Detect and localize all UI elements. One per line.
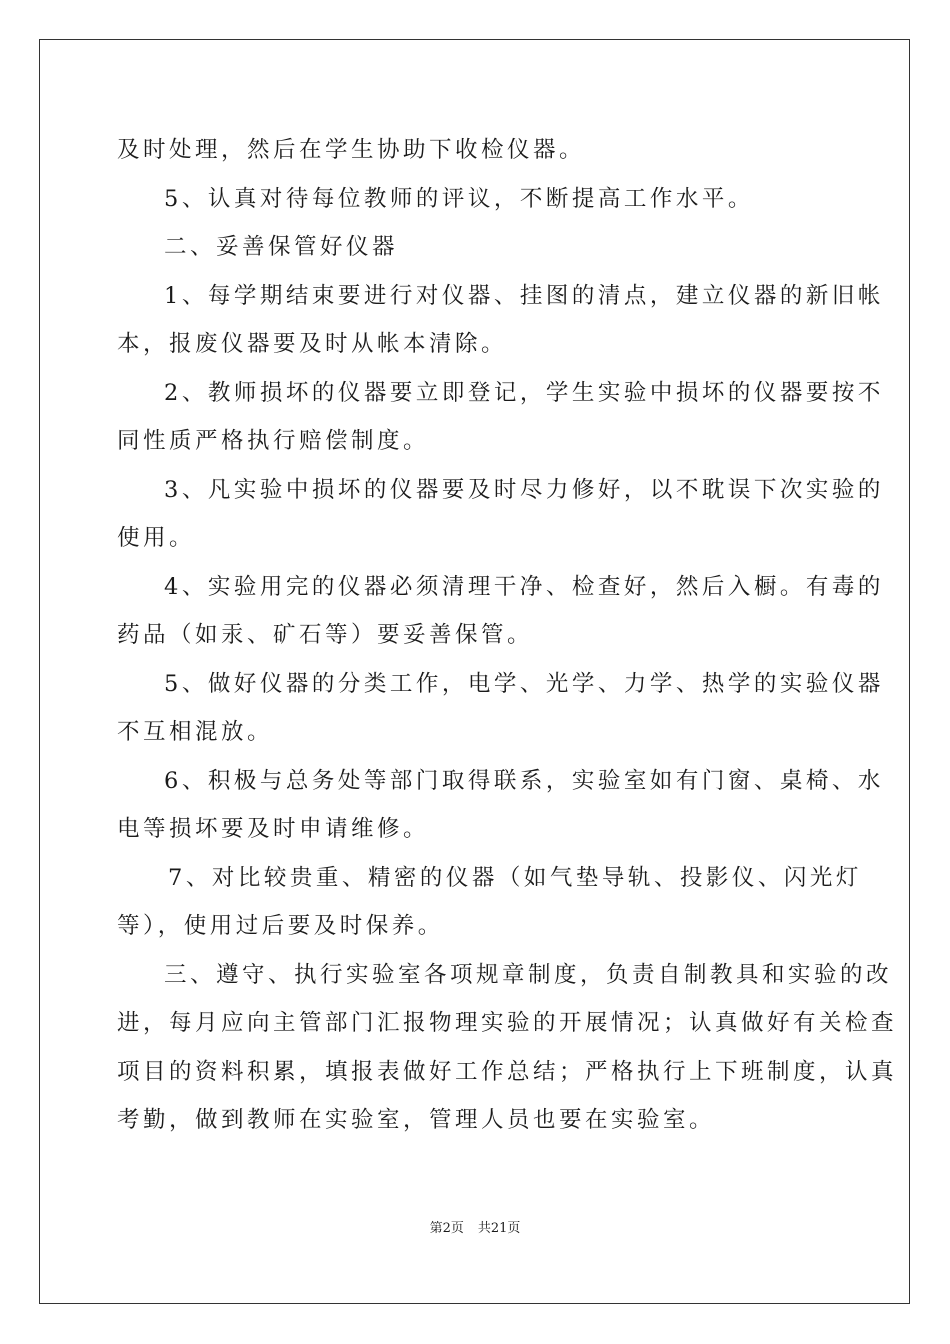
paragraph-line: 7、对比较贵重、精密的仪器（如气垫导轨、投影仪、闪光灯 <box>168 864 862 891</box>
paragraph-line: 同性质严格执行赔偿制度。 <box>117 428 430 454</box>
paragraph-line: 及时处理，然后在学生协助下收检仪器。 <box>117 137 586 163</box>
paragraph-line: 5、认真对待每位教师的评议，不断提高工作水平。 <box>164 185 754 212</box>
paragraph-line: 1、每学期结束要进行对仪器、挂图的清点，建立仪器的新旧帐 <box>164 282 884 309</box>
paragraph-line: 2、教师损坏的仪器要立即登记，学生实验中损坏的仪器要按不 <box>164 379 884 406</box>
paragraph-line: 6、积极与总务处等部门取得联系，实验室如有门窗、桌椅、水 <box>164 767 884 794</box>
document-body <box>117 126 898 1145</box>
page-footer <box>0 1220 950 1238</box>
paragraph-line: 进，每月应向主管部门汇报物理实验的开展情况；认真做好有关检查 <box>117 1010 898 1036</box>
paragraph-line: 不互相混放。 <box>117 719 274 745</box>
paragraph-line: 药品（如汞、矿石等）要妥善保管。 <box>117 622 534 648</box>
paragraph-line: 4、实验用完的仪器必须清理干净、检查好，然后入橱。有毒的 <box>164 573 884 600</box>
paragraph-line: 使用。 <box>117 525 196 551</box>
paragraph-line: 等），使用过后要及时保养。 <box>117 913 444 939</box>
section-heading: 三、遵守、执行实验室各项规章制度，负责自制教具和实验的改 <box>164 961 893 988</box>
paragraph-line: 5、做好仪器的分类工作，电学、光学、力学、热学的实验仪器 <box>164 670 884 697</box>
paragraph-line: 项目的资料积累，填报表做好工作总结；严格执行上下班制度，认真 <box>117 1058 898 1085</box>
paragraph-line: 本，报废仪器要及时从帐本清除。 <box>117 331 508 357</box>
paragraph-line: 考勤，做到教师在实验室，管理人员也要在实验室。 <box>117 1107 716 1133</box>
page-total: 共21页 <box>477 1221 521 1236</box>
page-number: 第2页 <box>429 1221 464 1236</box>
section-heading: 二、妥善保管好仪器 <box>164 234 399 260</box>
paragraph-line: 电等损坏要及时申请维修。 <box>117 816 430 842</box>
paragraph-line: 3、凡实验中损坏的仪器要及时尽力修好，以不耽误下次实验的 <box>164 476 884 503</box>
